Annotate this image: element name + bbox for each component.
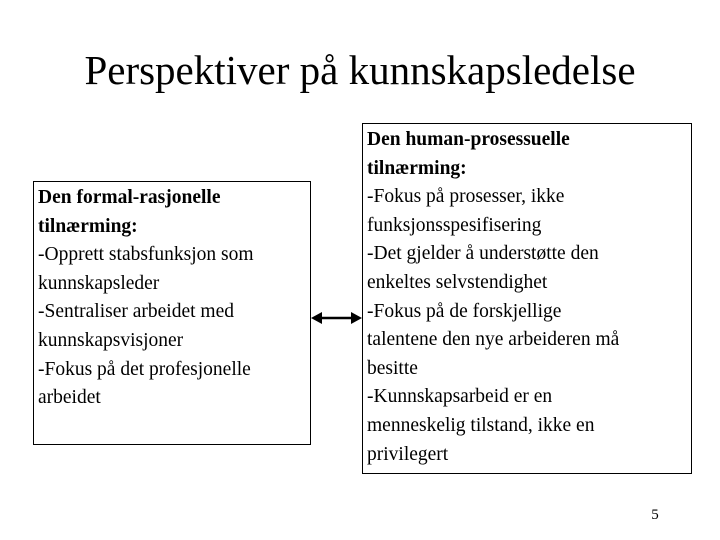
right-text-line: enkeltes selvstendighet xyxy=(367,271,548,293)
right-text-line: privilegert xyxy=(367,443,449,465)
right-text-line: -Det gjelder å understøtte den xyxy=(367,243,599,265)
left-text-line: -Opprett stabsfunksjon som xyxy=(38,244,254,266)
left-text-line: arbeidet xyxy=(38,387,101,409)
left-heading-line-1: Den formal-rasjonelle xyxy=(38,187,221,208)
right-heading-line-2: tilnærming: xyxy=(367,157,467,179)
page-number: 5 xyxy=(651,507,659,523)
right-text-line: menneskelig tilstand, ikke en xyxy=(367,414,595,436)
right-text-line: -Fokus på prosesser, ikke xyxy=(367,186,565,208)
right-text-line: -Kunnskapsarbeid er en xyxy=(367,386,553,408)
left-text-line: kunnskapsvisjoner xyxy=(38,329,184,351)
left-text-line: -Sentraliser arbeidet med xyxy=(38,301,234,323)
left-heading-line-2: tilnærming: xyxy=(38,215,138,237)
double-arrow-icon xyxy=(311,310,362,326)
right-text-line: -Fokus på de forskjellige xyxy=(367,300,562,322)
right-text-line: besitte xyxy=(367,357,418,379)
right-heading-line-1: Den human-prosessuelle xyxy=(367,129,570,150)
slide-title: Perspektiver på kunnskapsledelse xyxy=(84,47,636,93)
left-text-line: kunnskapsleder xyxy=(38,272,160,294)
human-process-box xyxy=(362,123,692,474)
left-text-line: -Fokus på det profesjonelle xyxy=(38,358,251,380)
right-text-line: funksjonsspesifisering xyxy=(367,214,542,236)
right-text-line: talentene den nye arbeideren må xyxy=(367,329,620,351)
formal-rational-box xyxy=(33,181,311,445)
